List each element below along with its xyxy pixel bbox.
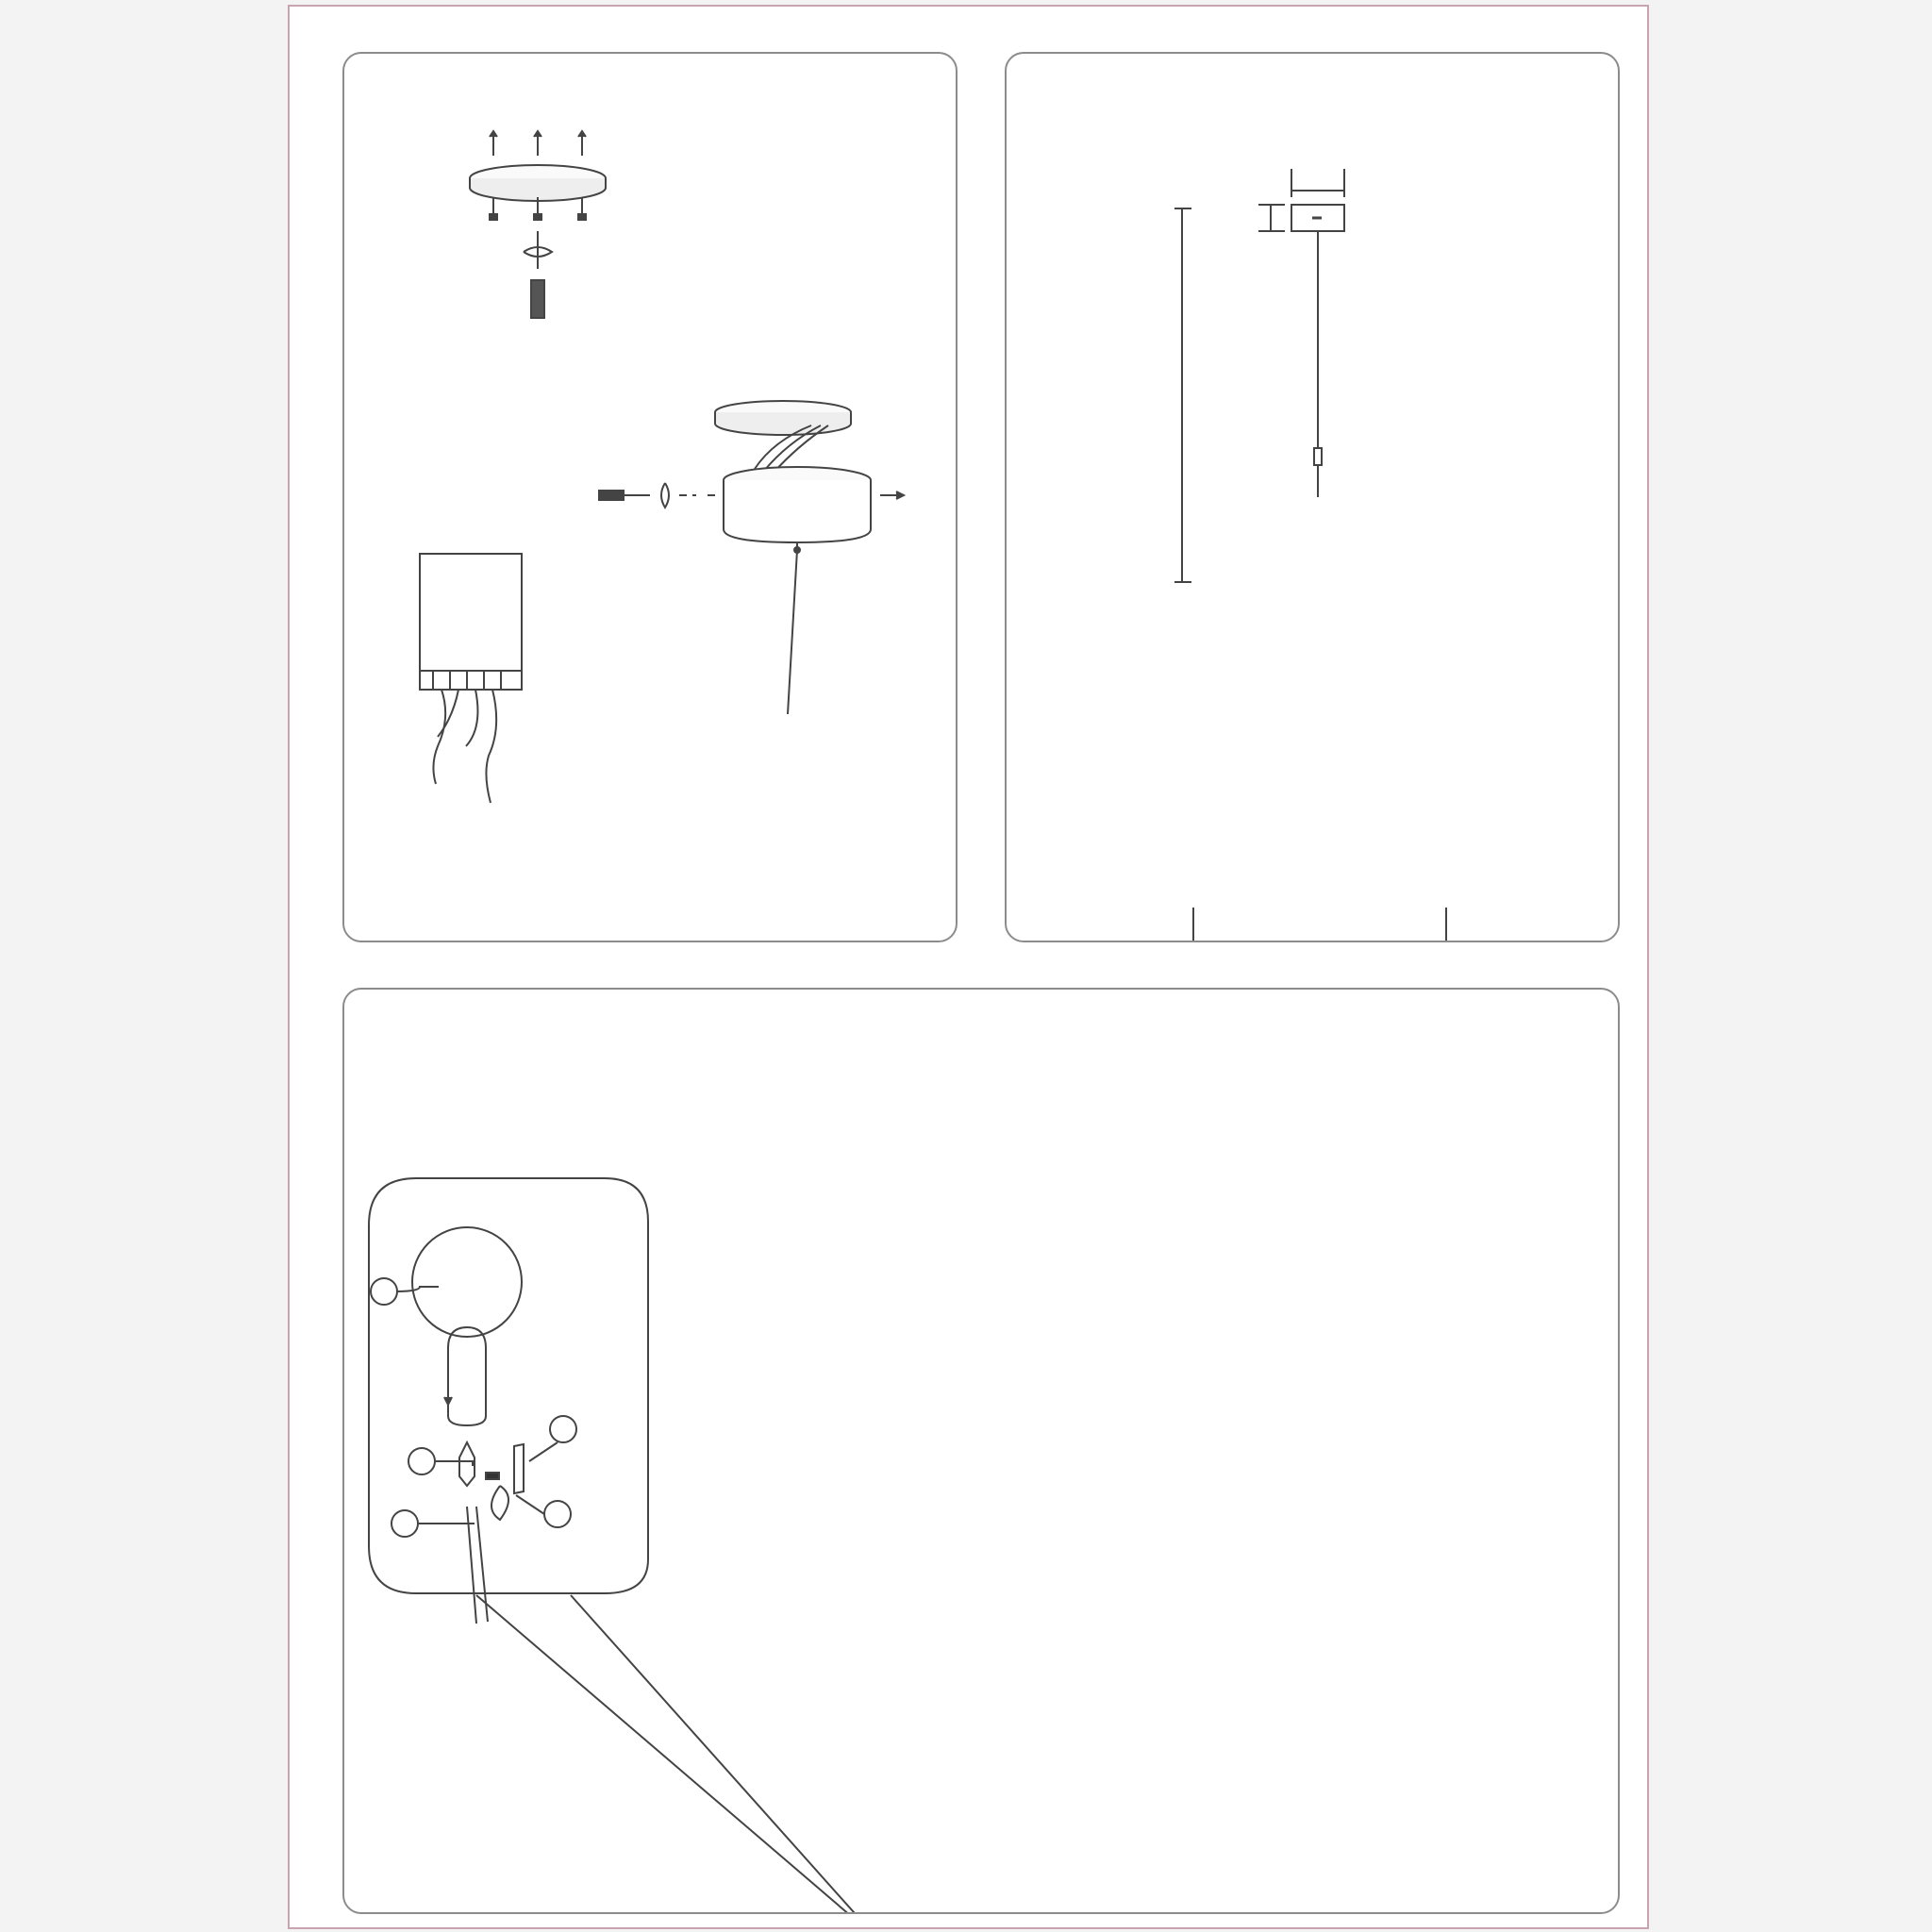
assembly-drawing xyxy=(344,54,958,942)
step2-canopy-cover xyxy=(715,401,851,435)
callout-2-circle xyxy=(408,1448,435,1474)
instruction-sheet xyxy=(288,5,1649,1929)
driver-wires xyxy=(433,690,496,803)
suspension-cable xyxy=(788,542,800,714)
side-screw-right xyxy=(880,491,904,499)
dimension-drawing xyxy=(1007,54,1620,942)
fixture-width-dimension-line xyxy=(1193,908,1446,942)
canopy-height-dimension-line xyxy=(1258,205,1285,231)
grub-screw xyxy=(486,1473,499,1479)
side-screw-left xyxy=(599,483,719,508)
mounting-screws-bottom xyxy=(490,197,586,220)
overall-height-dimension-line xyxy=(1174,208,1191,582)
callout-1-circle xyxy=(371,1278,397,1305)
led-cover xyxy=(412,1227,522,1337)
dimensions-panel xyxy=(1005,52,1620,942)
led-driver xyxy=(420,554,522,690)
canopy-width-dimension-line xyxy=(1291,169,1344,197)
led-detail-drawing xyxy=(344,990,1620,1914)
canopy-plate xyxy=(470,165,606,201)
instruction-list xyxy=(646,1048,1429,1058)
callout-4-circle xyxy=(550,1416,576,1442)
assembly-panel xyxy=(342,52,958,942)
driver-housing xyxy=(724,467,871,542)
wire-connector xyxy=(524,231,552,318)
instructions-panel xyxy=(342,988,1620,1914)
callout-3-circle xyxy=(544,1501,571,1527)
mounting-screws-top xyxy=(490,131,586,156)
callout-5-circle xyxy=(391,1510,418,1537)
detail-pointer xyxy=(476,1595,877,1914)
